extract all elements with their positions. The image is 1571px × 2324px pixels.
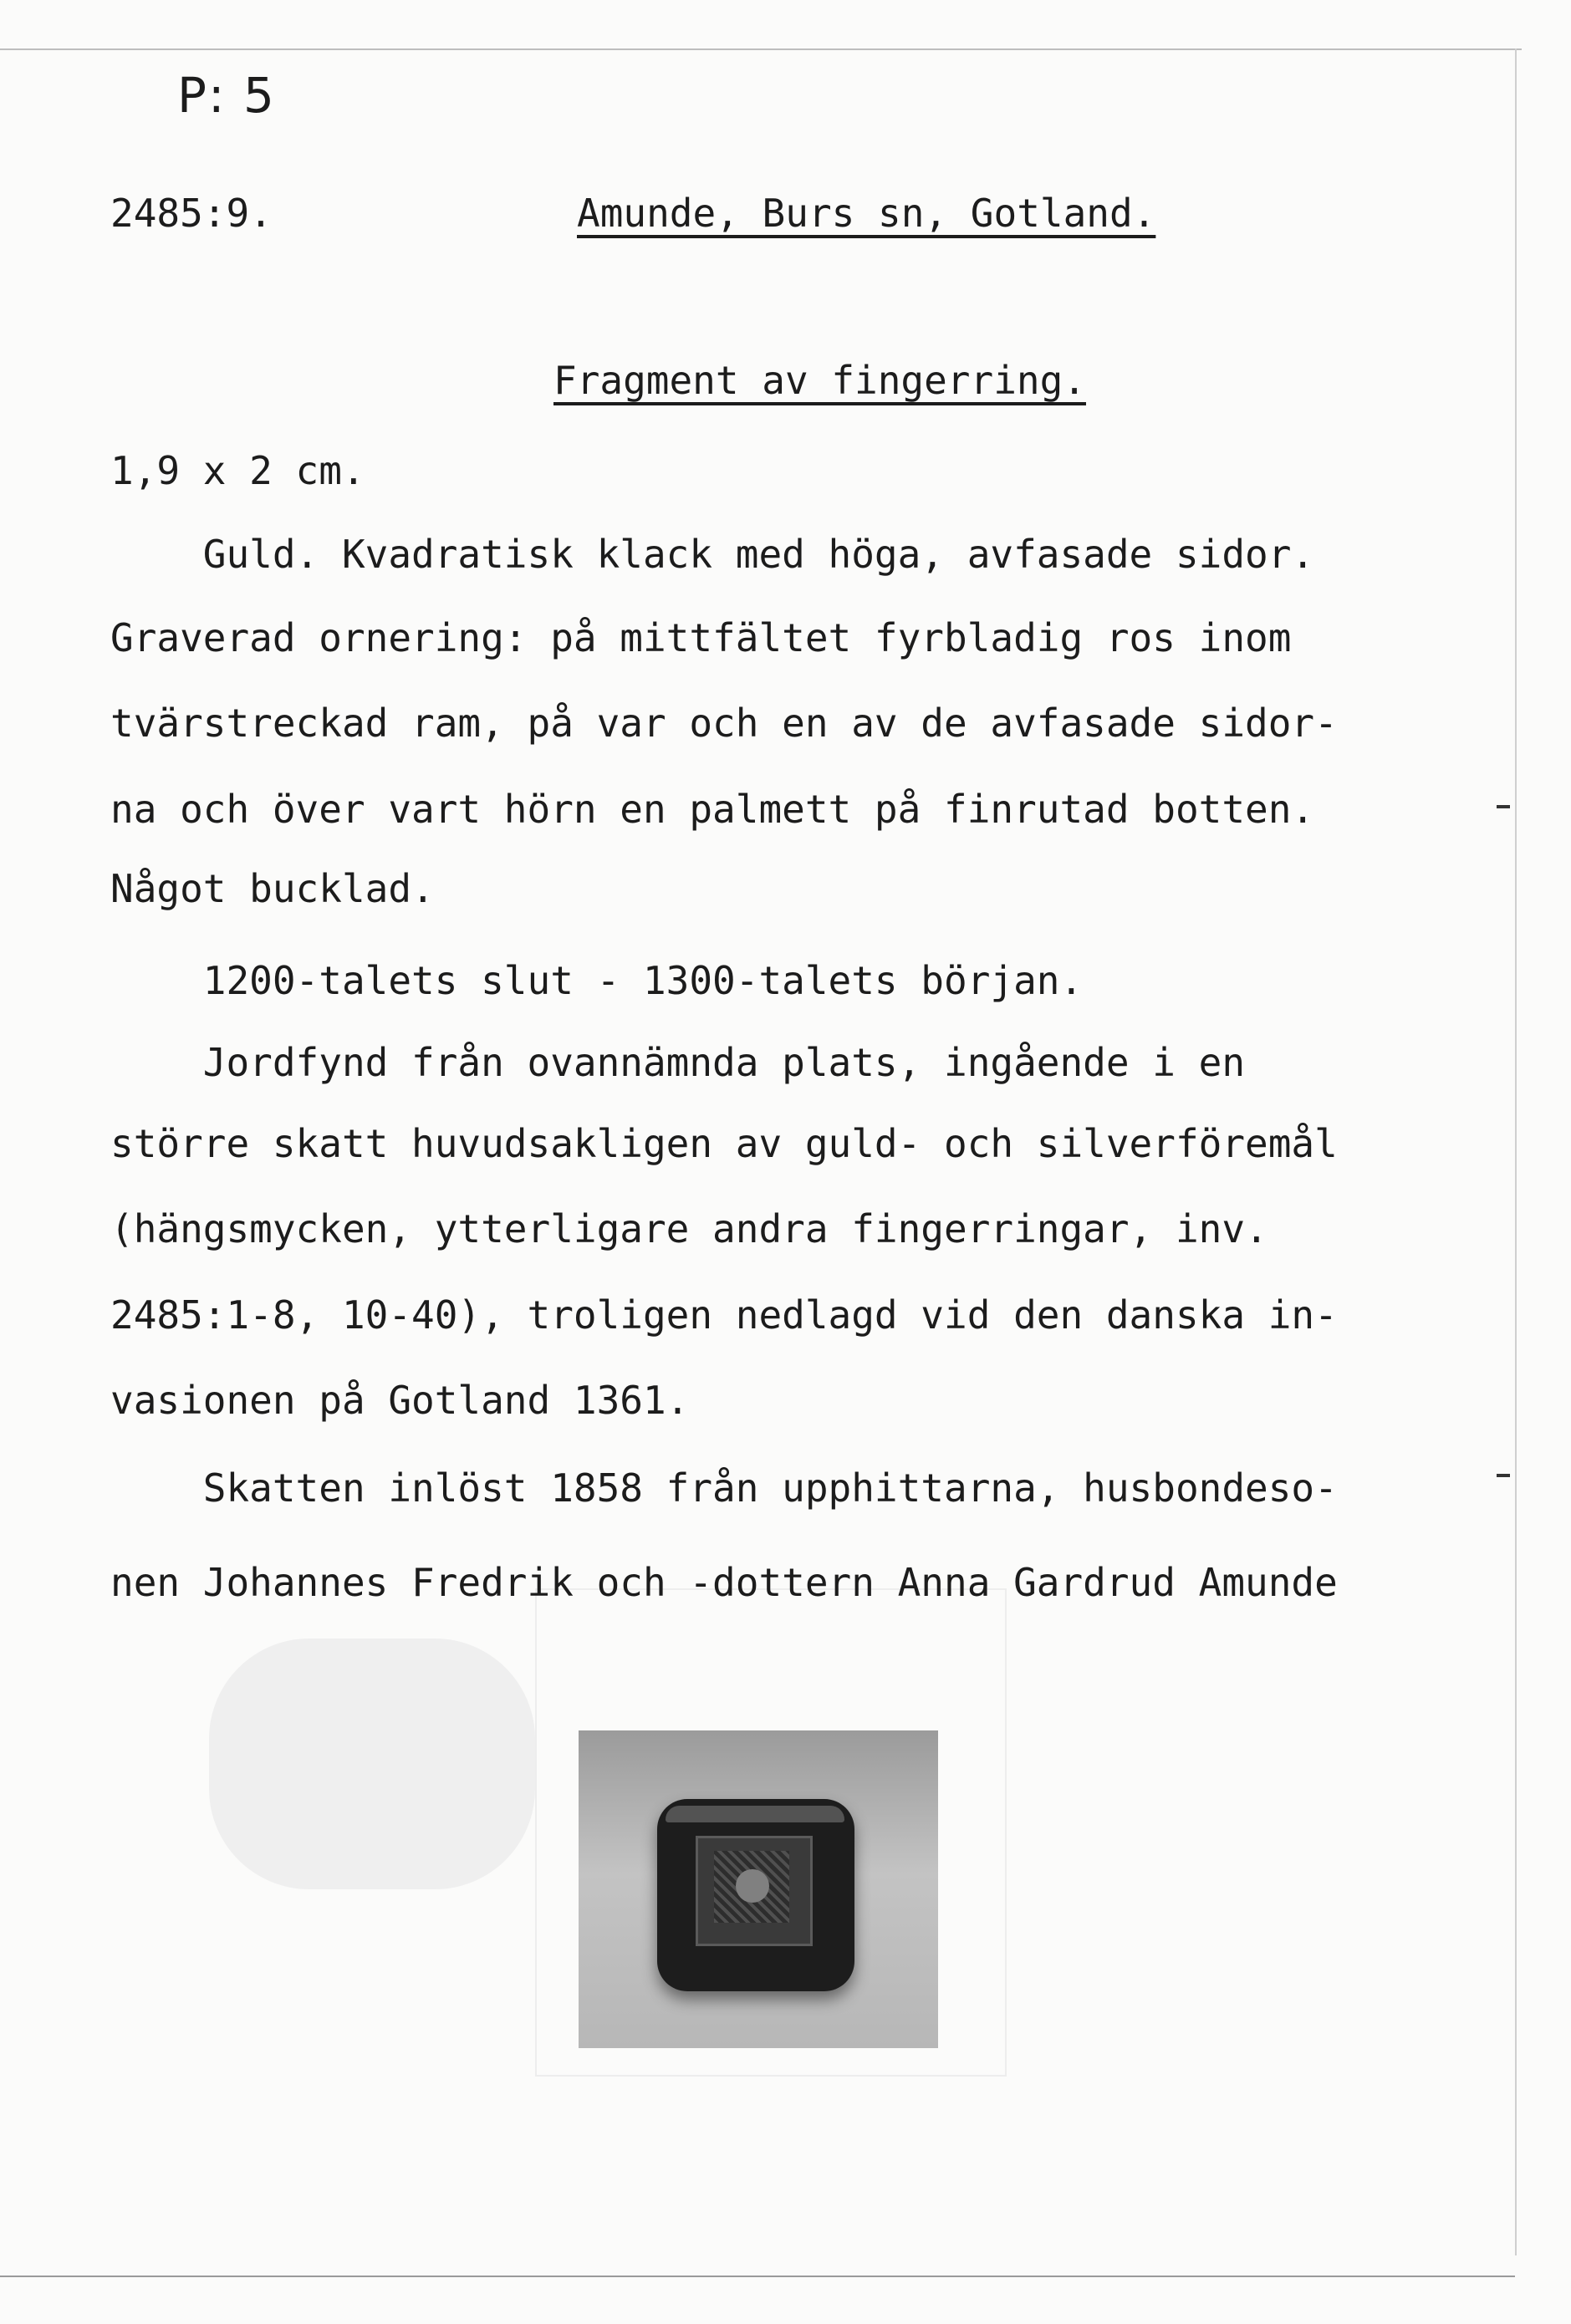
page-edge-bottom bbox=[0, 2276, 1515, 2277]
description-line: Guld. Kvadratisk klack med höga, avfasade sidor. bbox=[110, 532, 1315, 577]
description-line: (hängsmycken, ytterligare andra fingerringar, inv. bbox=[110, 1206, 1268, 1251]
description-line: 2485:1-8, 10-40), troligen nedlagd vid den danska in- bbox=[110, 1292, 1338, 1338]
catalog-number: 2485:9. bbox=[110, 191, 273, 236]
description-line: Skatten inlöst 1858 från upphittarna, husbondeso- bbox=[110, 1465, 1338, 1511]
bleed-through-image bbox=[209, 1639, 535, 1889]
ring-photograph bbox=[579, 1730, 938, 2048]
object-title: Fragment av fingerring. bbox=[553, 358, 1086, 403]
description-line: 1200-talets slut - 1300-talets början. bbox=[110, 958, 1084, 1003]
description-line: vasionen på Gotland 1361. bbox=[110, 1378, 690, 1423]
margin-dash-2 bbox=[1497, 1474, 1510, 1477]
find-location: Amunde, Burs sn, Gotland. bbox=[577, 191, 1156, 236]
description-line: Graverad ornering: på mittfältet fyrbladig ros inom bbox=[110, 615, 1292, 660]
description-line: Något bucklad. bbox=[110, 866, 435, 911]
description-line: Jordfynd från ovannämnda plats, ingående i en bbox=[110, 1040, 1246, 1085]
page-edge-right bbox=[1515, 48, 1517, 2255]
ring-highlight bbox=[666, 1806, 844, 1822]
description-line: tvärstreckad ram, på var och en av de avfasade sidor- bbox=[110, 701, 1338, 746]
ring-rosette bbox=[736, 1869, 769, 1903]
page-edge-top bbox=[0, 48, 1522, 50]
margin-dash-1 bbox=[1497, 805, 1510, 808]
object-dimensions: 1,9 x 2 cm. bbox=[110, 448, 365, 493]
page-number: P: 5 bbox=[177, 67, 276, 124]
description-line: större skatt huvudsakligen av guld- och silverföremål bbox=[110, 1121, 1338, 1166]
description-line: nen Johannes Fredrik och -dottern Anna Gardrud Amunde bbox=[110, 1560, 1338, 1605]
description-line: na och över vart hörn en palmett på finrutad botten. bbox=[110, 787, 1315, 832]
